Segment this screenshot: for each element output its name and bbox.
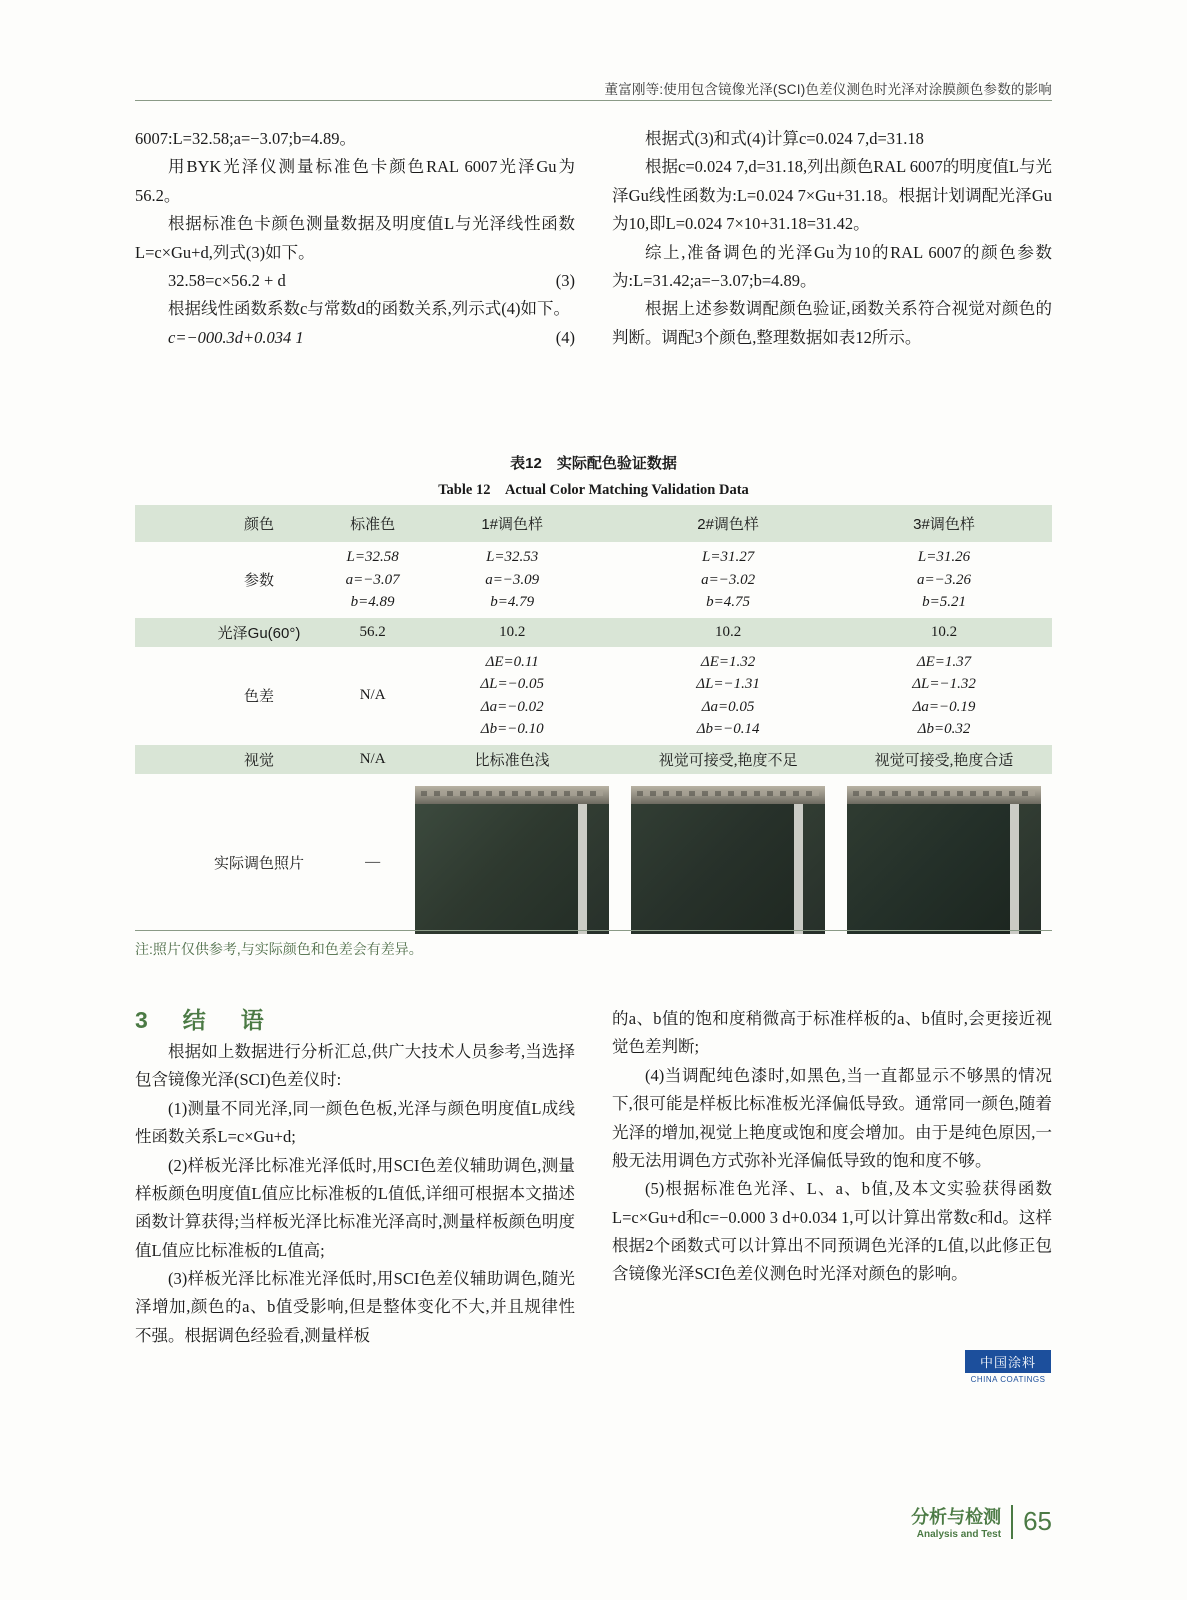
row-label: 色差 bbox=[243, 688, 274, 705]
table-cell: N/A bbox=[341, 745, 404, 774]
cell-line: Δb=0.32 bbox=[917, 721, 971, 737]
column-header: 颜色 bbox=[135, 505, 341, 542]
paragraph: 用BYK光泽仪测量标准色卡颜色RAL 6007光泽Gu为56.2。 bbox=[135, 157, 575, 205]
table-row bbox=[135, 745, 1052, 774]
table-cell: — bbox=[365, 854, 381, 870]
row-label: 光泽Gu(60°) bbox=[135, 618, 341, 647]
table-cell: 视觉可接受,艳度合适 bbox=[836, 745, 1052, 774]
cell-line: b=4.75 bbox=[706, 594, 751, 610]
equation-3 bbox=[135, 267, 575, 295]
paragraph: (2)样板光泽比标准光泽低时,用SCI色差仪辅助调色,测量样板颜色明度值L值应比标准板的L值低,详细可根据本文描述函数计算获得;当样板光泽比标准光泽高时,测量样板颜色明度值L值应比标准板的L值高; bbox=[135, 1155, 575, 1260]
table-cell: 56.2 bbox=[341, 618, 404, 647]
cell-line: b=5.21 bbox=[922, 594, 966, 610]
section-heading-conclusion: 3 结 语 bbox=[135, 1007, 270, 1033]
paragraph: 根据线性函数系数c与常数d的函数关系,列示式(4)如下。 bbox=[168, 299, 570, 319]
cell-line: a=−3.26 bbox=[917, 571, 972, 588]
table-row bbox=[135, 542, 1052, 618]
paragraph: (1)测量不同光泽,同一颜色色板,光泽与颜色明度值L成线性函数关系L=c×Gu+d; bbox=[135, 1098, 575, 1147]
cell-line: Δb=−0.14 bbox=[696, 721, 760, 737]
table-cell: N/A bbox=[359, 687, 386, 703]
table-cell bbox=[404, 647, 620, 745]
paragraph: (3)样板光泽比标准光泽低时,用SCI色差仪辅助调色,随光泽增加,颜色的a、b值受影响,但是整体变化不大,并且规律性不强。根据调色经验看,测量样板 bbox=[135, 1269, 575, 1345]
photo-white-strip bbox=[794, 804, 803, 934]
paragraph: 6007:L=32.58;a=−3.07;b=4.89。 bbox=[135, 129, 357, 148]
table-cell bbox=[836, 542, 1052, 618]
cell-line: b=4.79 bbox=[490, 594, 535, 610]
cell-line: ΔE=1.32 bbox=[700, 653, 756, 670]
cell-line: ΔE=1.37 bbox=[916, 653, 972, 670]
equation-body: 32.58=c×56.2 + d bbox=[168, 270, 286, 290]
color-sample-photo-2 bbox=[631, 786, 825, 934]
cell-line: L=31.27 bbox=[701, 549, 755, 565]
validation-data-table bbox=[135, 505, 1052, 952]
cell-line: L=32.58 bbox=[346, 549, 399, 565]
row-label: 参数 bbox=[243, 572, 274, 590]
cell-line: Δa=0.05 bbox=[701, 698, 755, 715]
equation-number: (3) bbox=[555, 270, 575, 290]
table-cell: 10.2 bbox=[620, 618, 836, 647]
table-cell-photo bbox=[836, 774, 1052, 952]
equation-4 bbox=[135, 324, 575, 352]
photo-label-strip bbox=[415, 786, 609, 804]
table-cell-photo bbox=[620, 774, 836, 952]
column-header: 标准色 bbox=[341, 505, 404, 542]
photo-panel-edge bbox=[1019, 804, 1041, 934]
conclusion-column-left bbox=[135, 1038, 575, 1350]
equation-body: c=−000.3d+0.034 1 bbox=[168, 327, 304, 347]
row-label: 视觉 bbox=[135, 745, 341, 774]
cell-line: a=−3.09 bbox=[485, 571, 540, 588]
cell-line: Δb=−0.10 bbox=[480, 721, 544, 737]
running-head: 董富刚等:使用包含镜像光泽(SCI)色差仪测色时光泽对涂膜颜色参数的影响 bbox=[604, 82, 1052, 97]
equation-number: (4) bbox=[555, 327, 575, 347]
paragraph: 根据c=0.024 7,d=31.18,列出颜色RAL 6007的明度值L与光泽Gu线性函数为:L=0.024 7×Gu+31.18。根据计划调配光泽Gu为10,即L=0.024 7×10+31.18=31.42。 bbox=[612, 157, 1052, 234]
page-footer bbox=[911, 1503, 1052, 1540]
cell-line: ΔL=−0.05 bbox=[480, 676, 544, 692]
footer-divider bbox=[1011, 1505, 1013, 1539]
page-number: 65 bbox=[1023, 1506, 1052, 1536]
table-cell bbox=[404, 542, 620, 618]
body-column-right bbox=[612, 125, 1052, 352]
cell-line: a=−3.07 bbox=[345, 571, 400, 588]
column-header: 2#调色样 bbox=[620, 505, 836, 542]
color-sample-photo-3 bbox=[847, 786, 1041, 934]
cell-line: L=32.53 bbox=[486, 549, 539, 565]
cell-line: ΔL=−1.32 bbox=[912, 676, 976, 692]
logo-text-cn: 中国涂料 bbox=[965, 1350, 1051, 1373]
conclusion-column-right bbox=[612, 1005, 1052, 1289]
table-header-row bbox=[135, 505, 1052, 542]
table-cell bbox=[836, 647, 1052, 745]
paragraph: 根据上述参数调配颜色验证,函数关系符合视觉对颜色的判断。调配3个颜色,整理数据如表12所示。 bbox=[612, 299, 1052, 347]
paragraph: 综上,准备调色的光泽Gu为10的RAL 6007的颜色参数为:L=31.42;a=−3.07;b=4.89。 bbox=[612, 242, 1052, 290]
footer-section-label bbox=[911, 1503, 1001, 1540]
table-row-photos bbox=[135, 774, 1052, 952]
paragraph: 的a、b值的饱和度稍微高于标准样板的a、b值时,会更接近视觉色差判断; bbox=[612, 1009, 1052, 1057]
body-column-left bbox=[135, 125, 575, 352]
publisher-logo bbox=[965, 1350, 1051, 1384]
color-sample-photo-1 bbox=[415, 786, 609, 934]
paragraph: 根据标准色卡颜色测量数据及明度值L与光泽线性函数L=c×Gu+d,列式(3)如下。 bbox=[135, 214, 575, 262]
row-label: 实际调色照片 bbox=[213, 855, 304, 872]
paragraph: 根据如上数据进行分析汇总,供广大技术人员参考,当选择包含镜像光泽(SCI)色差仪时: bbox=[135, 1042, 575, 1090]
cell-line: ΔL=−1.31 bbox=[696, 676, 760, 692]
photo-white-strip bbox=[1010, 804, 1019, 934]
cell-line: Δa=−0.02 bbox=[480, 698, 544, 715]
table-cell-photo bbox=[404, 774, 620, 952]
footer-section-en: Analysis and Test bbox=[916, 1529, 1002, 1540]
table-cell: 比标准色浅 bbox=[404, 745, 620, 774]
paragraph: (5)根据标准色光泽、L、a、b值,及本文实验获得函数L=c×Gu+d和c=−0.000 3 d+0.034 1,可以计算出常数c和d。这样根据2个函数式可以计算出不同预调色光泽的L值,以此修正包含镜像光泽SCI色差仪测色时光泽对颜色的影响。 bbox=[612, 1179, 1052, 1284]
cell-line: ΔE=0.11 bbox=[485, 653, 539, 670]
paragraph: (4)当调配纯色漆时,如黑色,当一直都显示不够黑的情况下,很可能是样板比标准板光泽偏低导致。通常同一颜色,随着光泽的增加,视觉上艳度或饱和度会增加。由于是纯色原因,一般无法用调色方式弥补光泽偏低导致的饱和度不够。 bbox=[612, 1065, 1052, 1170]
header-divider bbox=[135, 100, 1052, 101]
footer-section-cn: 分析与检测 bbox=[911, 1507, 1002, 1527]
photo-panel-edge bbox=[803, 804, 825, 934]
photo-label-strip bbox=[631, 786, 825, 804]
table-cell: 10.2 bbox=[404, 618, 620, 647]
table-cell bbox=[620, 647, 836, 745]
paragraph: 根据式(3)和式(4)计算c=0.024 7,d=31.18 bbox=[645, 129, 924, 148]
logo-text-en: CHINA COATINGS bbox=[970, 1375, 1046, 1384]
table-cell bbox=[620, 542, 836, 618]
table-cell bbox=[341, 542, 404, 618]
cell-line: b=4.89 bbox=[350, 594, 395, 610]
cell-line: Δa=−0.19 bbox=[912, 698, 976, 715]
photo-label-strip bbox=[847, 786, 1041, 804]
column-header: 3#调色样 bbox=[836, 505, 1052, 542]
table-cell: 10.2 bbox=[836, 618, 1052, 647]
photo-panel-edge bbox=[587, 804, 609, 934]
table-caption-en: Table 12 Actual Color Matching Validation Data bbox=[438, 482, 749, 498]
cell-line: L=31.26 bbox=[917, 549, 971, 565]
photo-white-strip bbox=[578, 804, 587, 934]
table-row bbox=[135, 618, 1052, 647]
table-row bbox=[135, 647, 1052, 745]
column-header: 1#调色样 bbox=[404, 505, 620, 542]
table-caption-cn: 表12 实际配色验证数据 bbox=[510, 455, 677, 472]
table-note: 注:照片仅供参考,与实际颜色和色差会有差异。 bbox=[135, 930, 1052, 959]
table-cell: 视觉可接受,艳度不足 bbox=[620, 745, 836, 774]
cell-line: a=−3.02 bbox=[701, 571, 756, 588]
